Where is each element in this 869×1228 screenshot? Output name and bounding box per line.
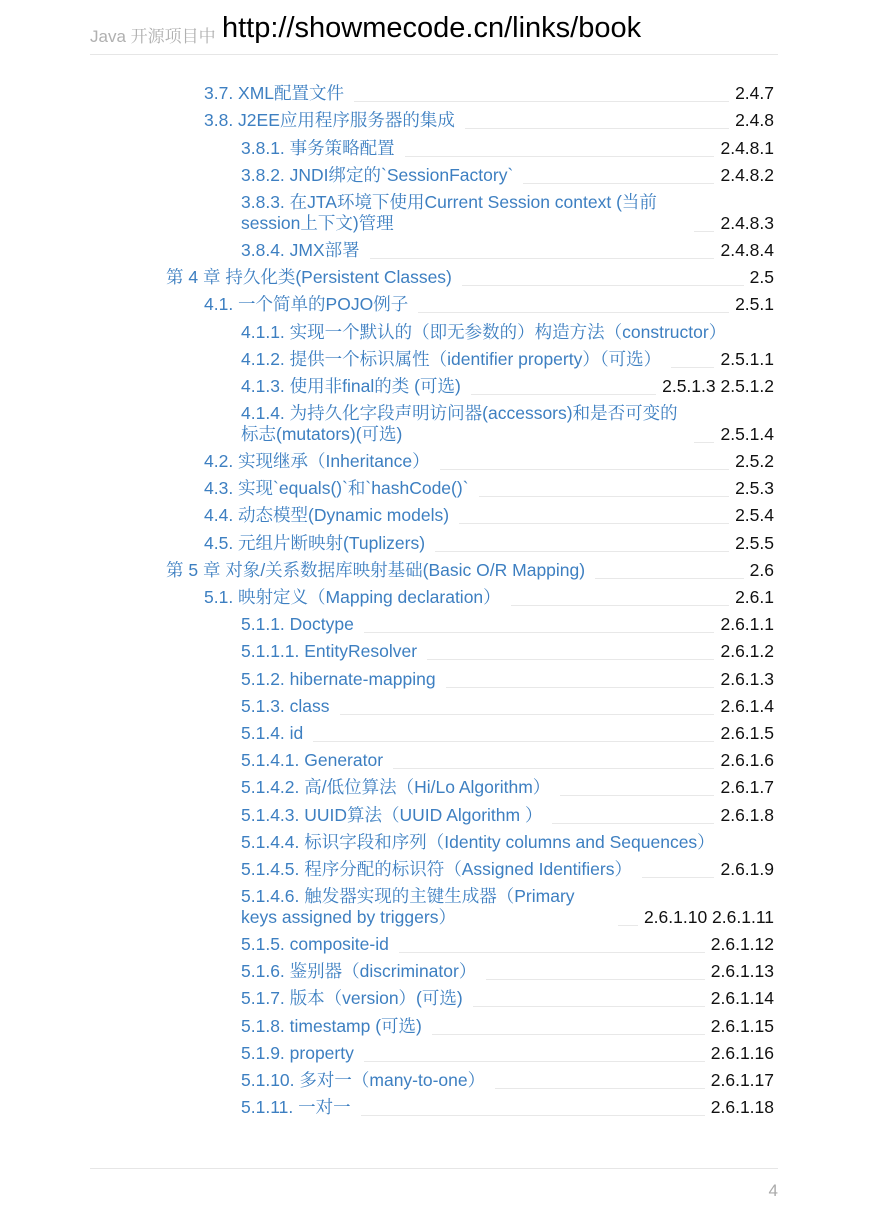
toc-entry-number: 2.6.1.1 — [720, 614, 774, 635]
toc-entry-number: 2.5.1 — [735, 294, 774, 315]
toc-entry-number: 2.6.1.5 — [720, 722, 774, 743]
toc-leader-line — [405, 156, 715, 157]
toc-entry[interactable] — [204, 500, 774, 527]
toc-entry[interactable] — [204, 105, 774, 132]
toc-entry-number: 2.4.8.2 — [720, 164, 774, 185]
toc-entry-link[interactable]: 4.1.1. 实现一个默认的（即无参数的）构造方法（constructor） — [241, 321, 727, 342]
table-of-contents — [0, 78, 869, 1119]
toc-entry-link[interactable]: 5.1. 映射定义（Mapping declaration） — [204, 587, 501, 607]
header-url-watermark: http://showmecode.cn/links/book — [222, 12, 642, 44]
toc-leader-line — [642, 877, 715, 878]
toc-entry-link[interactable]: 5.1.1. Doctype — [241, 614, 354, 635]
toc-entry-number: 2.6.1.9 — [720, 858, 774, 879]
toc-entry-link[interactable]: 5.1.1.1. EntityResolver — [241, 641, 418, 662]
toc-entry[interactable] — [166, 555, 774, 582]
toc-entry[interactable] — [241, 663, 774, 690]
toc-entry-link[interactable]: 第 4 章 持久化类(Persistent Classes) — [166, 267, 452, 288]
toc-entry[interactable] — [241, 983, 774, 1010]
toc-entry-number: 2.6.1.18 — [710, 1097, 774, 1118]
toc-entry-link[interactable]: 3.7. XML配置文件 — [204, 83, 345, 104]
toc-entry-link[interactable]: 4.2. 实现继承（Inheritance） — [204, 451, 430, 472]
toc-entry[interactable] — [241, 371, 774, 398]
toc-entry-link[interactable]: 5.1.4.4. 标识字段和序列（Identity columns and Sequences） — [241, 831, 715, 852]
toc-leader-line — [560, 795, 714, 796]
toc-entry[interactable] — [241, 1038, 774, 1065]
toc-entry-number: 2.5.5 — [735, 532, 774, 553]
toc-entry[interactable] — [241, 691, 774, 718]
toc-leader-line — [364, 1061, 705, 1062]
toc-entry-number: 2.6.1.15 — [710, 1015, 774, 1036]
toc-entry[interactable] — [241, 316, 774, 343]
toc-entry-link[interactable]: 第 5 章 对象/关系数据库映射基础(Basic O/R Mapping) — [166, 559, 586, 580]
toc-leader-line — [511, 605, 729, 606]
toc-entry-link[interactable]: 5.1.3. class — [241, 695, 330, 716]
toc-leader-line — [595, 578, 744, 579]
toc-entry-link[interactable]: 5.1.9. property — [241, 1042, 354, 1063]
toc-entry[interactable] — [241, 881, 774, 929]
toc-entry-number: 2.6.1.8 — [720, 804, 774, 825]
toc-entry-link[interactable]: 4.4. 动态模型(Dynamic models) — [204, 505, 450, 526]
toc-leader-line — [340, 714, 715, 715]
toc-leader-line — [313, 741, 714, 742]
toc-entry[interactable] — [166, 262, 774, 289]
toc-entry-number: 2.5.2 — [735, 451, 774, 472]
toc-entry-number: 2.6.1.6 — [720, 750, 774, 771]
toc-leader-line — [361, 1115, 705, 1116]
toc-leader-line — [364, 632, 715, 633]
toc-leader-line — [446, 687, 715, 688]
toc-entry-number: 2.6.1.14 — [710, 988, 774, 1009]
toc-entry[interactable] — [241, 235, 774, 262]
toc-entry-number: 2.4.8.1 — [720, 137, 774, 158]
toc-entry[interactable] — [204, 527, 774, 554]
toc-entry[interactable] — [241, 772, 774, 799]
toc-leader-line — [465, 128, 729, 129]
toc-entry-link[interactable]: 5.1.10. 多对一（many-to-one） — [241, 1070, 486, 1090]
toc-entry[interactable] — [204, 473, 774, 500]
toc-entry-link[interactable]: 5.1.4.1. Generator — [241, 750, 384, 771]
toc-entry-link[interactable]: 5.1.8. timestamp (可选) — [241, 1015, 422, 1036]
toc-entry-link[interactable]: 5.1.4.5. 程序分配的标识符（Assigned Identifiers） — [241, 858, 632, 879]
toc-leader-line — [459, 523, 729, 524]
toc-entry-link[interactable]: 5.1.4. id — [241, 722, 304, 743]
toc-leader-line — [671, 367, 714, 368]
toc-entry[interactable] — [241, 799, 774, 826]
page-footer — [90, 1168, 778, 1200]
toc-entry[interactable] — [241, 745, 774, 772]
toc-entry-link[interactable]: 4.1.4. 为持久化字段声明访问器(accessors)和是否可变的标志(mutators)(可选) — [241, 402, 678, 444]
toc-leader-line — [473, 1006, 705, 1007]
toc-entry[interactable] — [241, 344, 774, 371]
toc-entry-number: 2.6.1.4 — [720, 695, 774, 716]
toc-entry-link[interactable]: 5.1.5. composite-id — [241, 934, 389, 955]
toc-entry[interactable] — [241, 956, 774, 983]
toc-entry[interactable] — [241, 160, 774, 187]
toc-entry[interactable] — [241, 132, 774, 159]
toc-entry[interactable] — [204, 289, 774, 316]
toc-entry-link[interactable]: 5.1.6. 鉴别器（discriminator） — [241, 961, 477, 982]
toc-entry-number: 2.6.1.7 — [720, 777, 774, 798]
toc-leader-line — [435, 551, 729, 552]
toc-leader-line — [440, 469, 729, 470]
toc-leader-line — [552, 823, 714, 824]
toc-leader-line — [486, 979, 704, 980]
toc-entry-number: 2.6.1.12 — [710, 934, 774, 955]
toc-leader-line — [523, 183, 714, 184]
toc-entry-number: 2.5.3 — [735, 478, 774, 499]
toc-entry[interactable] — [241, 1065, 774, 1092]
toc-entry-number: 2.6.1.16 — [710, 1042, 774, 1063]
toc-entry-number: 2.6.1.13 — [710, 961, 774, 982]
toc-entry-link[interactable]: 5.1.4.3. UUID算法（UUID Algorithm ） — [241, 804, 543, 825]
toc-leader-line — [370, 258, 715, 259]
toc-entry-link[interactable]: 3.8.3. 在JTA环境下使用Current Session context (当前session上下文)管理 — [241, 191, 657, 233]
page-number: 4 — [768, 1181, 778, 1200]
toc-entry-number: 2.4.7 — [735, 83, 774, 104]
toc-entry-link[interactable]: 4.5. 元组片断映射(Tuplizers) — [204, 532, 426, 553]
toc-entry-number: 2.5 — [749, 267, 774, 288]
toc-entry-link[interactable]: 3.8.1. 事务策略配置 — [241, 137, 395, 158]
toc-entry-number: 2.4.8 — [735, 110, 774, 131]
toc-entry-link[interactable]: 4.3. 实现`equals()`和`hashCode()` — [204, 478, 469, 499]
toc-entry[interactable] — [241, 854, 774, 881]
toc-entry-link[interactable]: 5.1.2. hibernate-mapping — [241, 668, 436, 689]
toc-leader-line — [399, 952, 705, 953]
page-header — [90, 12, 778, 55]
toc-entry-link[interactable]: 5.1.7. 版本（version）(可选) — [241, 988, 463, 1009]
toc-entry-link[interactable]: 5.1.4.6. 触发器实现的主键生成器（Primary keys assigned by triggers） — [241, 885, 575, 927]
toc-entry-number: 2.5.1.3 2.5.1.2 — [662, 375, 774, 396]
toc-leader-line — [418, 312, 729, 313]
toc-entry[interactable] — [241, 929, 774, 956]
toc-leader-line — [694, 442, 714, 443]
toc-entry-number: 2.6.1.3 — [720, 668, 774, 689]
toc-entry-number: 2.6.1.2 — [720, 641, 774, 662]
toc-entry[interactable] — [241, 718, 774, 745]
toc-entry-link[interactable]: 3.8.2. JNDI绑定的`SessionFactory` — [241, 164, 514, 185]
toc-leader-line — [694, 231, 714, 232]
toc-entry-link[interactable]: 5.1.11. 一对一 — [241, 1097, 351, 1118]
toc-entry[interactable] — [241, 398, 774, 446]
toc-leader-line — [618, 925, 638, 926]
toc-entry[interactable] — [241, 1092, 774, 1119]
toc-entry[interactable] — [241, 636, 774, 663]
toc-leader-line — [495, 1088, 705, 1089]
toc-entry-link[interactable]: 3.8. J2EE应用程序服务器的集成 — [204, 110, 455, 131]
toc-entry-number: 2.6.1 — [735, 587, 774, 607]
toc-entry-number: 2.4.8.4 — [720, 239, 774, 260]
toc-entry-number: 2.5.4 — [735, 505, 774, 526]
toc-entry-number: 2.5.1.4 — [720, 423, 774, 444]
toc-entry[interactable] — [204, 582, 774, 609]
header-book-title: Java 开源项目中 — [90, 27, 216, 46]
toc-entry[interactable] — [204, 446, 774, 473]
toc-entry-number: 2.6.1.17 — [710, 1070, 774, 1090]
toc-leader-line — [432, 1034, 705, 1035]
toc-leader-line — [462, 285, 744, 286]
toc-entry-number: 2.4.8.3 — [720, 212, 774, 233]
toc-entry[interactable] — [204, 78, 774, 105]
toc-entry-link[interactable]: 4.1.2. 提供一个标识属性（identifier property）（可选） — [241, 348, 662, 369]
toc-entry[interactable] — [241, 1010, 774, 1037]
toc-entry[interactable] — [241, 609, 774, 636]
toc-leader-line — [471, 394, 656, 395]
toc-leader-line — [479, 496, 730, 497]
toc-entry[interactable] — [241, 827, 774, 854]
toc-entry-number: 2.5.1.1 — [720, 348, 774, 369]
toc-entry-number: 2.6 — [749, 559, 774, 580]
toc-entry-number: 2.6.1.10 2.6.1.11 — [643, 906, 774, 927]
toc-entry-link[interactable]: 4.1. 一个简单的POJO例子 — [204, 294, 409, 315]
toc-entry-link[interactable]: 5.1.4.2. 高/低位算法（Hi/Lo Algorithm） — [241, 777, 551, 798]
toc-entry-link[interactable]: 4.1.3. 使用非final的类 (可选) — [241, 375, 461, 396]
toc-leader-line — [354, 101, 729, 102]
toc-leader-line — [393, 768, 714, 769]
toc-entry[interactable] — [241, 187, 774, 235]
toc-entry-link[interactable]: 3.8.4. JMX部署 — [241, 239, 360, 260]
toc-leader-line — [427, 659, 714, 660]
